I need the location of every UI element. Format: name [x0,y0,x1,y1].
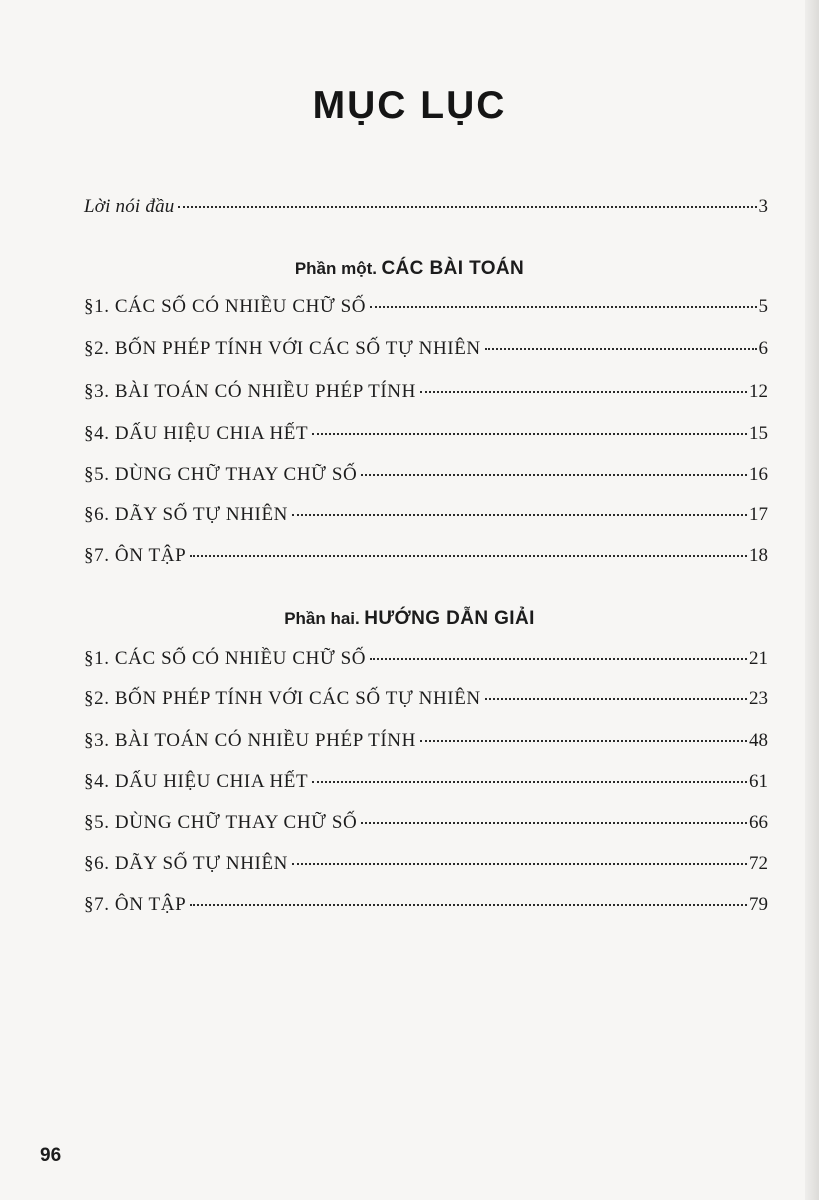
toc-entry-label: §2. BỐN PHÉP TÍNH VỚI CÁC SỐ TỰ NHIÊN [84,338,481,359]
dot-leader [485,348,757,350]
dot-leader [485,698,747,700]
dot-leader [190,904,747,906]
toc-entry-label: §1. CÁC SỐ CÓ NHIỀU CHỮ SỐ [84,296,367,317]
dot-leader [190,555,747,557]
toc-entry-label: §2. BỐN PHÉP TÍNH VỚI CÁC SỐ TỰ NHIÊN [84,688,481,709]
dot-leader [420,740,747,742]
toc-entry [84,504,768,532]
toc-entry-label: §7. ÔN TẬP [84,545,187,566]
toc-entry-page: 61 [749,771,768,792]
toc-entry-preface [84,196,768,224]
part-one-heading [0,258,819,280]
toc-entry-label: §3. BÀI TOÁN CÓ NHIỀU PHÉP TÍNH [84,381,416,402]
toc-entry-label: Lời nói đầu [84,196,175,217]
toc-entry-page: 23 [749,688,768,709]
dot-leader [361,822,747,824]
toc-entry-page: 72 [749,853,768,874]
part-two-prefix: Phần hai. [284,609,360,628]
toc-entry-page: 3 [758,196,768,217]
toc-entry [84,338,768,366]
dot-leader [312,781,747,783]
toc-entry [84,296,768,324]
toc-entry-page: 79 [749,894,768,915]
toc-entry [84,812,768,840]
part-two-heading [0,608,819,630]
dot-leader [292,863,747,865]
toc-entry-page: 21 [749,648,768,669]
dot-leader [178,206,756,208]
toc-entry [84,894,768,922]
toc-entry-label: §7. ÔN TẬP [84,894,187,915]
toc-entry [84,853,768,881]
toc-entry-page: 16 [749,464,768,485]
toc-entry-label: §5. DÙNG CHỮ THAY CHỮ SỐ [84,464,358,485]
toc-entry [84,381,768,409]
toc-entry [84,648,768,676]
page-number: 96 [40,1145,62,1166]
dot-leader [312,433,747,435]
toc-entry-label: §4. DẤU HIỆU CHIA HẾT [84,423,309,444]
toc-entry-page: 17 [749,504,768,525]
toc-entry-label: §4. DẤU HIỆU CHIA HẾT [84,771,309,792]
part-two-title: HƯỚNG DẪN GIẢI [364,608,535,629]
toc-entry-label: §5. DÙNG CHỮ THAY CHỮ SỐ [84,812,358,833]
toc-entry [84,688,768,716]
dot-leader [361,474,747,476]
dot-leader [292,514,747,516]
dot-leader [370,306,756,308]
page-edge-shadow [805,0,819,1200]
toc-entry-label: §6. DÃY SỐ TỰ NHIÊN [84,853,288,874]
dot-leader [370,658,747,660]
toc-entry-label: §1. CÁC SỐ CÓ NHIỀU CHỮ SỐ [84,648,367,669]
toc-entry [84,464,768,492]
toc-entry-page: 15 [749,423,768,444]
toc-entry-label: §3. BÀI TOÁN CÓ NHIỀU PHÉP TÍNH [84,730,416,751]
toc-entry-page: 18 [749,545,768,566]
part-one-title: CÁC BÀI TOÁN [381,258,525,279]
toc-entry [84,730,768,758]
toc-entry-page: 5 [758,296,768,317]
dot-leader [420,391,747,393]
part-one-prefix: Phần một. [294,259,377,278]
toc-entry-page: 12 [749,381,768,402]
toc-entry-page: 6 [758,338,768,359]
toc-entry [84,771,768,799]
toc-entry [84,423,768,451]
toc-entry-page: 66 [749,812,768,833]
toc-entry-label: §6. DÃY SỐ TỰ NHIÊN [84,504,288,525]
page-title: MỤC LỤC [312,84,507,127]
toc-entry [84,545,768,573]
toc-entry-page: 48 [749,730,768,751]
